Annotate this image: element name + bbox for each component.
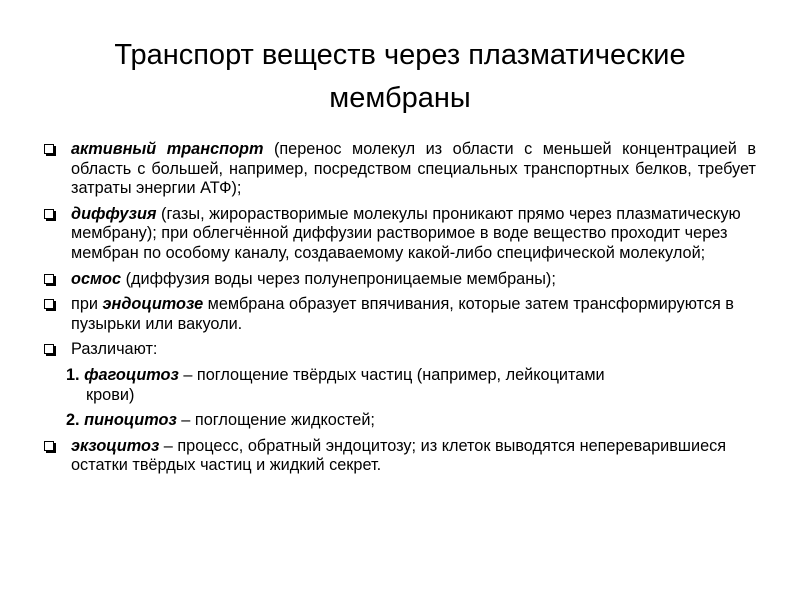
checkbox-bullet-icon xyxy=(44,299,54,309)
item-text: – процесс, обратный эндоцитозу; из клеток выводятся непереварившиеся остатки твёрдых частиц и жидкий секрет. xyxy=(71,436,727,475)
term-phagocytosis: фагоцитоз xyxy=(84,365,179,384)
checkbox-bullet-icon xyxy=(44,209,54,219)
checkbox-bullet-icon xyxy=(44,144,54,154)
sub-item-phagocytosis xyxy=(44,366,756,405)
term-exocytosis: экзоцитоз xyxy=(71,436,160,455)
list-item-active-transport xyxy=(44,140,756,199)
item-text: (перенос молекул из области с меньшей концентрацией в область с большей, например, посредством специальных транспортных белков, требует затраты энергии АТФ); xyxy=(71,140,756,198)
item-text: Различают: xyxy=(71,340,158,359)
item-text: – поглощение твёрдых частиц (например, лейкоцитами xyxy=(178,365,605,384)
slide-title: Транспорт веществ через плазматические мембраны xyxy=(114,39,686,114)
checkbox-bullet-icon xyxy=(44,274,54,284)
item-text-continuation: крови) xyxy=(86,385,135,404)
list-item-osmosis xyxy=(44,270,756,290)
term-pinocytosis: пиноцитоз xyxy=(84,411,177,430)
sub-item-number: 2. xyxy=(66,411,80,430)
item-text: – поглощение жидкостей; xyxy=(176,411,375,430)
term-active-transport: активный транспорт xyxy=(71,140,264,158)
list-item-distinguish xyxy=(44,340,756,360)
checkbox-bullet-icon xyxy=(44,344,54,354)
list-item-exocytosis xyxy=(44,437,756,476)
item-text: (газы, жирорастворимые молекулы проникают прямо через плазматическую мембрану); при облегчённой диффузии растворимое в воде вещество проходит через мембран по особому каналу, создаваемому какой-либо специфической молекулой; xyxy=(71,204,741,262)
bullet-list xyxy=(44,140,756,482)
item-text: мембрана образует впячивания, которые затем трансформируются в пузырьки или вакуоли. xyxy=(71,295,734,333)
item-text: (диффузия воды через полунепроницаемые мембраны); xyxy=(121,269,556,288)
term-endocytosis: эндоцитозе xyxy=(102,295,204,314)
term-diffusion: диффузия xyxy=(71,204,157,223)
list-item-endocytosis xyxy=(44,295,756,334)
list-item-diffusion xyxy=(44,205,756,264)
sub-item-number: 1. xyxy=(66,365,80,384)
checkbox-bullet-icon xyxy=(44,441,54,451)
term-osmosis: осмос xyxy=(71,269,122,288)
item-prefix: при xyxy=(71,295,103,314)
sub-item-pinocytosis xyxy=(44,411,756,431)
